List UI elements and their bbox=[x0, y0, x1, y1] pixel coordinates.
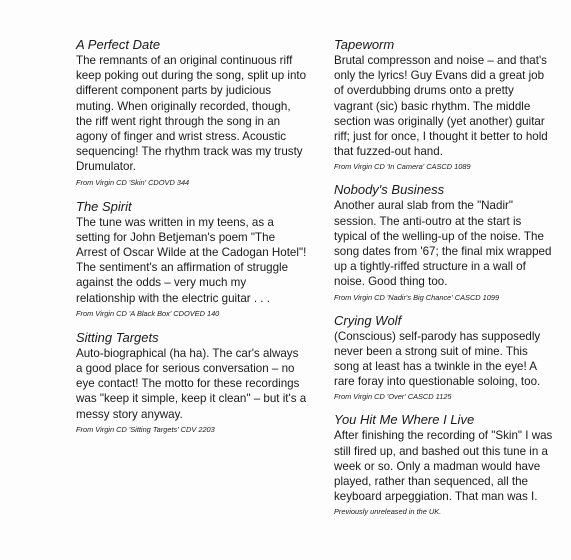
track-source: From Virgin CD 'Nadir's Big Chance' CASCD 1099 bbox=[334, 292, 500, 302]
track-source: From Virgin CD 'Skin' CDOVD 344 bbox=[76, 177, 190, 187]
track-description: After finishing the recording of "Skin" I was still fired up, and bashed out this tune in a week or so. Only a madman would have played, rather than sequenced, all the keyboard arpeggiation. That man was I. bbox=[334, 429, 553, 504]
track-description: Another aural slab from the "Nadir" session. The anti-outro at the start is typical of the welling-up of the noise. The song dates from '67; the final mix wrapped up a tightly-riffed structure in a wall of noise. Good thing too. bbox=[334, 199, 552, 289]
track-note-tapeworm bbox=[334, 37, 554, 172]
track-title: You Hit Me Where I Live bbox=[334, 412, 475, 428]
track-title: Tapeworm bbox=[334, 37, 395, 52]
track-source: From Virgin CD 'In Camera' CASCD 1089 bbox=[334, 162, 471, 172]
track-description: (Conscious) self-parody has supposedly never been a strong suit of mine. This song at least has a twinkle in the eye! A rare foray into questionable soloing, too. bbox=[334, 329, 541, 389]
track-description: Auto-biographical (ha ha). The car's always a good place for serious conversation – no eye contact! The motto for these recordings was "keep it simple, keep it clean" – but it's a messy story anyway. bbox=[76, 346, 307, 421]
track-title: The Spirit bbox=[76, 198, 132, 214]
track-source: From Virgin CD 'A Black Box' CDOVED 140 bbox=[76, 308, 220, 318]
track-description: The tune was written in my teens, as a setting for John Betjeman's poem "The Arrest of Oscar Wilde at the Cadogan Hotel"! The sentiment's an affirmation of struggle against the odds – very much my relationship with the electric guitar . . . bbox=[76, 215, 307, 305]
track-note-a-perfect-date bbox=[76, 37, 308, 188]
track-note-the-spirit bbox=[76, 199, 308, 319]
track-title: A Perfect Date bbox=[76, 37, 161, 52]
track-source: Previously unreleased in the UK. bbox=[334, 507, 442, 517]
right-column bbox=[334, 37, 554, 517]
track-source: From Virgin CD 'Sitting Targets' CDV 2203 bbox=[76, 424, 215, 434]
track-note-sitting-targets bbox=[76, 330, 308, 435]
left-column bbox=[76, 37, 308, 435]
track-title: Nobody's Business bbox=[334, 182, 445, 198]
track-title: Crying Wolf bbox=[334, 312, 402, 328]
track-source: From Virgin CD 'Over' CASCD 1125 bbox=[334, 392, 452, 402]
track-description: The remnants of an original continuous riff keep poking out during the song, split up into different component parts by judicious muting. When originally recorded, though, the riff went right through the song in an agony of finger and wrist stress. Acoustic sequencing! The rhythm track was my trusty Drumulator. bbox=[76, 54, 307, 174]
track-note-crying-wolf bbox=[334, 313, 554, 403]
track-note-you-hit-me-where-i-live bbox=[334, 412, 554, 517]
track-description: Brutal compresson and noise – and that's only the lyrics! Guy Evans did a great job of overdubbing drums onto a pretty vagrant (sic) basic rhythm. The middle section was originally (yet another) guitar riff; just for once, I thought it better to hold that fuzzed-out hand. bbox=[334, 54, 548, 159]
track-title: Sitting Targets bbox=[76, 329, 159, 345]
track-note-nobodys-business bbox=[334, 182, 554, 302]
